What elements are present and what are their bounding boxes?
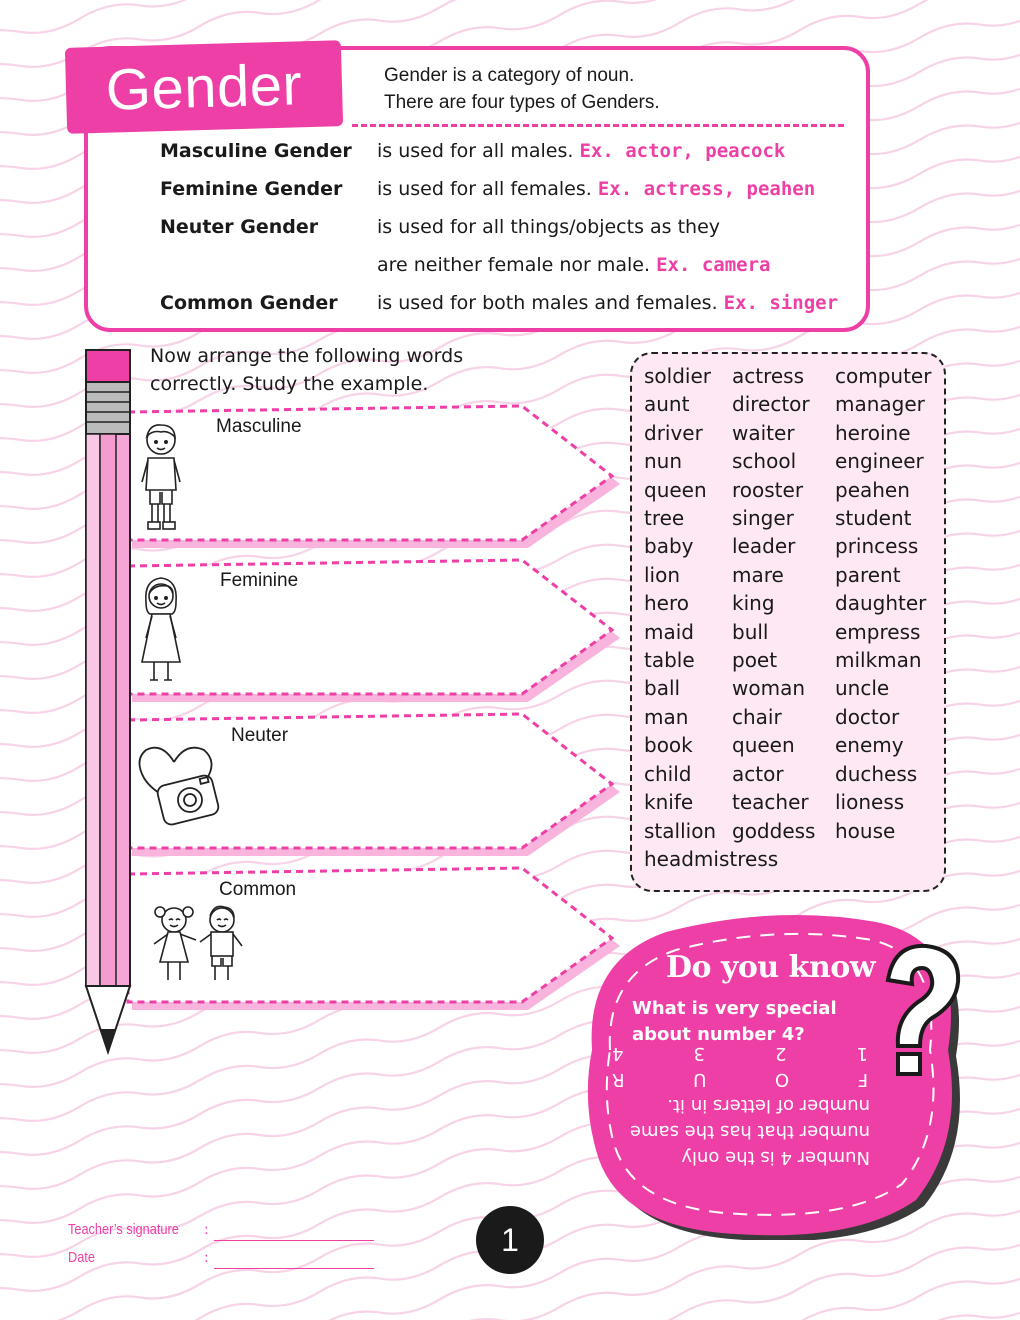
category-label-feminine: Feminine	[220, 570, 299, 591]
pencil-illustration	[80, 346, 136, 1056]
rule-desc-text: is used for all females.	[377, 178, 592, 200]
intro-text	[384, 62, 660, 116]
word-item: rooster	[732, 477, 804, 502]
word-item: leader	[732, 534, 796, 559]
word-item: ball	[644, 676, 681, 701]
word-item: knife	[644, 790, 694, 815]
word-item: maid	[644, 619, 694, 644]
word-item: actress	[732, 364, 805, 388]
word-item: lioness	[835, 790, 905, 815]
rule-example: Ex. camera	[656, 254, 771, 276]
date-line[interactable]	[214, 1268, 374, 1269]
date-label: Date	[68, 1249, 95, 1266]
word-item: computer	[835, 364, 932, 388]
word-item: actor	[732, 761, 784, 786]
number: 4	[612, 1043, 624, 1064]
question-line-2: about number 4?	[632, 1024, 805, 1045]
word-item: engineer	[835, 449, 924, 474]
intro-line-2: There are four types of Genders.	[384, 92, 660, 113]
category-label-masculine: Masculine	[216, 416, 302, 437]
letter: R	[612, 1069, 625, 1090]
word-item: princess	[835, 534, 919, 559]
rule-desc-masculine	[377, 140, 785, 162]
word-item: tree	[644, 506, 685, 531]
do-you-know-answer	[608, 1040, 872, 1170]
masculine-arrow-box	[126, 404, 622, 550]
word-item: peahen	[835, 477, 910, 502]
word-item: empress	[835, 619, 921, 644]
page-number: 1	[476, 1206, 544, 1274]
word-item: queen	[644, 477, 707, 502]
word-item: king	[732, 591, 775, 616]
word-item: milkman	[835, 648, 922, 673]
word-item: stallion	[644, 818, 717, 843]
word-item: heroine	[835, 420, 911, 445]
teacher-signature-label: Teacher’s signature	[68, 1221, 179, 1238]
word-item: bull	[732, 619, 769, 644]
rule-term-common: Common Gender	[160, 292, 338, 314]
feminine-arrow-box	[126, 558, 622, 704]
word-item: table	[644, 648, 695, 673]
word-item: chair	[732, 704, 782, 729]
word-item: teacher	[732, 790, 809, 815]
word-item: woman	[732, 676, 806, 701]
word-item: mare	[732, 562, 784, 587]
word-item: uncle	[835, 676, 890, 701]
rule-desc-neuter: is used for all things/objects as they	[377, 216, 721, 238]
camera-icon	[134, 740, 220, 828]
rule-desc-text: is used for both males and females.	[377, 292, 718, 314]
word-item: singer	[732, 506, 794, 531]
number: 2	[775, 1043, 787, 1064]
word-item: duchess	[835, 761, 918, 786]
rule-example: Ex. singer	[723, 292, 839, 314]
word-item: aunt	[644, 392, 690, 417]
word-item: baby	[644, 534, 694, 559]
intro-line-1: Gender is a category of noun.	[384, 65, 635, 86]
rule-term-neuter: Neuter Gender	[160, 216, 319, 238]
children-icon	[148, 900, 248, 990]
word-item: goddess	[732, 818, 816, 843]
rule-term-masculine: Masculine Gender	[160, 140, 352, 162]
answer-line-2: number that has the same	[629, 1121, 870, 1142]
letter: F	[857, 1069, 868, 1090]
letter: U	[693, 1069, 707, 1090]
word-column-2	[732, 362, 815, 845]
word-item: daughter	[835, 591, 927, 616]
rule-term-feminine: Feminine Gender	[160, 178, 343, 200]
answer-line-1: Number 4 is the only	[681, 1147, 870, 1168]
rule-desc-feminine	[377, 178, 815, 200]
word-item: enemy	[835, 733, 904, 758]
word-item: nun	[644, 449, 683, 474]
rule-desc-text: are neither female nor male.	[377, 254, 651, 276]
word-item: headmistress	[644, 846, 779, 871]
instruction-line-1: Now arrange the following words	[150, 345, 464, 367]
category-label-neuter: Neuter	[231, 725, 289, 746]
dashed-divider	[352, 124, 844, 127]
word-item: director	[732, 392, 810, 417]
page-title: Gender	[104, 51, 304, 123]
word-item: soldier	[644, 364, 711, 388]
word-item: manager	[835, 392, 925, 417]
word-item: doctor	[835, 704, 900, 729]
word-item: parent	[835, 562, 901, 587]
do-you-know-title: Do you know	[666, 950, 876, 985]
word-item: man	[644, 704, 689, 729]
answer-line-3: number of letters in it.	[667, 1095, 870, 1116]
rule-desc-neuter-2	[377, 254, 770, 276]
instruction-line-2: correctly. Study the example.	[150, 373, 429, 395]
word-item: house	[835, 818, 896, 843]
instruction-text	[150, 342, 463, 398]
word-item: lion	[644, 562, 681, 587]
boy-icon	[138, 418, 184, 536]
word-item: student	[835, 506, 912, 531]
rule-desc-common	[377, 292, 838, 314]
letters-row	[608, 1066, 872, 1092]
word-item: school	[732, 449, 797, 474]
letter: O	[774, 1069, 790, 1090]
rule-example: Ex. actor, peacock	[579, 140, 786, 162]
rule-example: Ex. actress, peahen	[597, 178, 816, 200]
numbers-row	[608, 1040, 872, 1066]
teacher-signature-colon: :	[204, 1222, 209, 1238]
question-line-1: What is very special	[632, 998, 837, 1019]
word-item: book	[644, 733, 693, 758]
word-item: child	[644, 761, 692, 786]
word-item: queen	[732, 733, 795, 758]
word-item: driver	[644, 420, 703, 445]
word-item: hero	[644, 591, 689, 616]
word-item: poet	[732, 648, 778, 673]
title-tab	[65, 40, 343, 134]
teacher-signature-line[interactable]	[214, 1240, 374, 1241]
word-item: waiter	[732, 420, 795, 445]
rule-desc-text: is used for all males.	[377, 140, 574, 162]
number: 1	[856, 1043, 868, 1064]
girl-icon	[138, 572, 184, 690]
category-label-common: Common	[219, 879, 297, 900]
date-colon: :	[204, 1250, 209, 1266]
number: 3	[693, 1043, 705, 1064]
word-column-3	[835, 362, 931, 845]
